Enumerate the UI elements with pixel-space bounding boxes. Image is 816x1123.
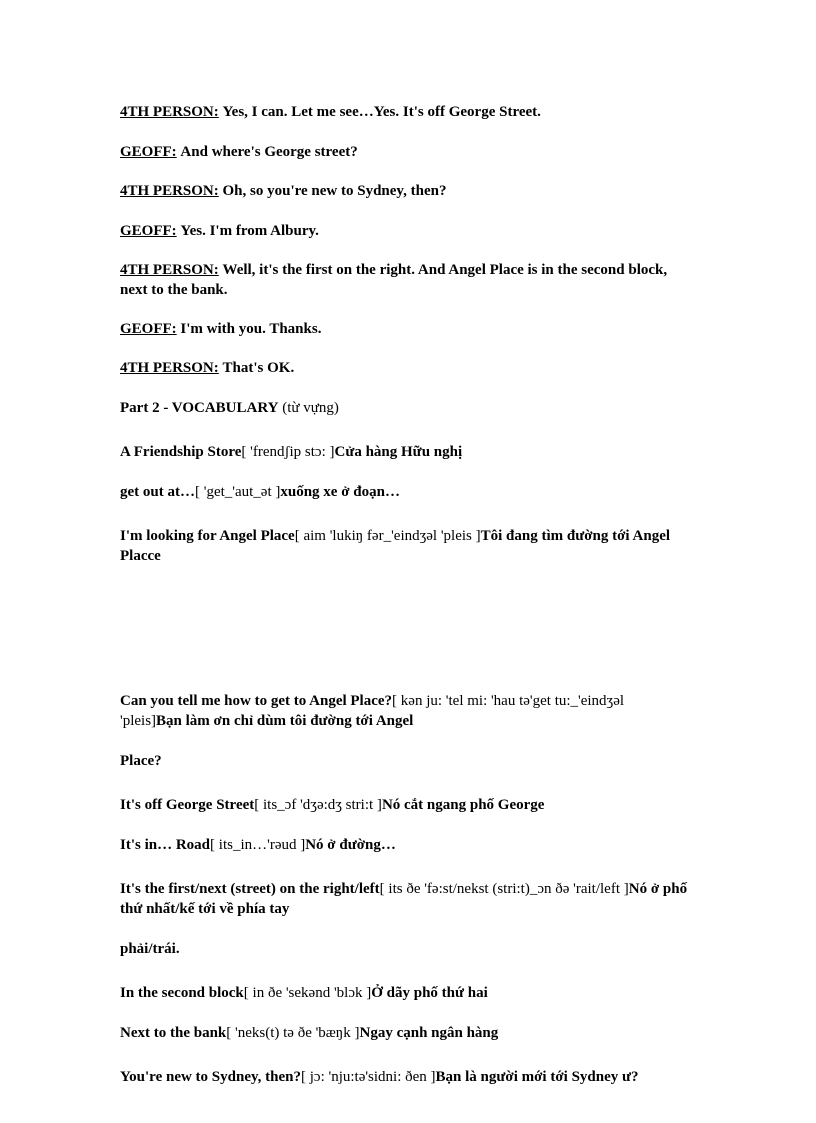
dialogue-line: [120, 142, 358, 162]
vocab-term: You're new to Sydney, then?: [120, 1069, 301, 1085]
vocab-ipa: [ in ðe 'sekənd 'blɔk ]: [243, 985, 372, 1001]
dialogue-text: Yes, I can. Let me see…Yes. It's off George Street.: [222, 104, 541, 120]
vocab-entry: [120, 482, 400, 502]
vocab-ipa: [ 'neks(t) tə ðe 'bæŋk ]: [226, 1025, 360, 1041]
vocab-term: It's the first/next (street) on the right/left: [120, 881, 380, 897]
vocab-meaning-continued: Place?: [120, 753, 162, 769]
vocab-meaning: Nó ở đường…: [305, 837, 396, 853]
vocab-term: It's off George Street: [120, 797, 255, 813]
vocab-meaning: Nó cắt ngang phố George: [381, 797, 545, 813]
dialogue-line: [120, 181, 446, 201]
vocab-ipa: [ its_ɔf 'dʒə:dʒ stri:t ]: [254, 797, 382, 813]
vocab-entry: [120, 1067, 700, 1087]
vocab-meaning-continued: phải/trái.: [120, 941, 180, 957]
dialogue-line: [120, 221, 319, 241]
vocab-ipa: [ kən ju: 'tel mi: 'hau tə'get tu:_'eindʒəl 'pleis]: [120, 693, 625, 729]
vocab-entry: [120, 983, 488, 1003]
vocab-term: In the second block: [120, 985, 244, 1001]
vocab-meaning: Tôi đang tìm đường tới Angel Placce: [120, 528, 671, 564]
dialogue-text: I'm with you. Thanks.: [180, 321, 322, 337]
dialogue-line: [120, 358, 294, 378]
vocab-ipa: [ its ðe 'fə:st/nekst (stri:t)_ɔn ðə 'rait/left ]: [379, 881, 629, 897]
vocab-meaning: Nó ở phố thứ nhất/kế tới về phía tay: [120, 881, 688, 917]
vocab-meaning: Ngay cạnh ngân hàng: [359, 1025, 499, 1041]
vocab-entry: [120, 835, 396, 855]
dialogue-line: [120, 102, 541, 122]
vocab-meaning: Bạn làm ơn chỉ dùm tôi đường tới Angel: [156, 713, 414, 729]
dialogue-text: Yes. I'm from Albury.: [180, 223, 319, 239]
dialogue-text: Oh, so you're new to Sydney, then?: [222, 183, 447, 199]
vocab-meaning: Ở dãy phố thứ hai: [371, 985, 488, 1001]
vocab-entry: [120, 526, 700, 566]
speaker-label: GEOFF:: [120, 321, 177, 337]
dialogue-line: [120, 319, 321, 339]
speaker-label: 4TH PERSON:: [120, 360, 219, 376]
vocab-entry: [120, 1023, 498, 1043]
vocab-term: It's in… Road: [120, 837, 211, 853]
vocab-ipa: [ 'frendʃip stɔ: ]: [241, 444, 335, 460]
vocab-meaning: Bạn là người mới tới Sydney ư?: [435, 1069, 639, 1085]
vocab-term: A Friendship Store: [120, 444, 242, 460]
speaker-label: GEOFF:: [120, 144, 177, 160]
section-note: (từ vựng): [282, 400, 339, 416]
vocab-ipa: [ its_in…'rəud ]: [210, 837, 306, 853]
vocab-entry: [120, 879, 700, 919]
section-title: Part 2 - VOCABULARY: [120, 400, 279, 416]
vocab-ipa: [ jɔ: 'nju:tə'sidni: ðen ]: [301, 1069, 436, 1085]
vocab-meaning: Cửa hàng Hữu nghị: [334, 444, 463, 460]
vocab-entry: [120, 795, 544, 815]
dialogue-text: That's OK.: [222, 360, 295, 376]
speaker-label: 4TH PERSON:: [120, 262, 219, 278]
vocab-meaning: xuống xe ở đoạn…: [280, 484, 400, 500]
vocab-term: Next to the bank: [120, 1025, 227, 1041]
speaker-label: GEOFF:: [120, 223, 177, 239]
vocab-continuation: [120, 939, 180, 959]
dialogue-text: Well, it's the first on the right. And Angel Place is in the second block, next to the bank.: [120, 262, 668, 298]
vocab-ipa: [ 'get_'aut_ət ]: [195, 484, 281, 500]
speaker-label: 4TH PERSON:: [120, 183, 219, 199]
section-heading: [120, 398, 339, 418]
vocab-ipa: [ aim 'lukiŋ fər_'eindʒəl 'pleis ]: [294, 528, 481, 544]
vocab-term: get out at…: [120, 484, 195, 500]
vocab-term: Can you tell me how to get to Angel Place?: [120, 693, 393, 709]
dialogue-text: And where's George street?: [180, 144, 358, 160]
dialogue-line: [120, 260, 680, 300]
speaker-label: 4TH PERSON:: [120, 104, 219, 120]
vocab-continuation: [120, 751, 162, 771]
vocab-entry: [120, 442, 462, 462]
vocab-entry: [120, 691, 680, 731]
vocab-term: I'm looking for Angel Place: [120, 528, 295, 544]
